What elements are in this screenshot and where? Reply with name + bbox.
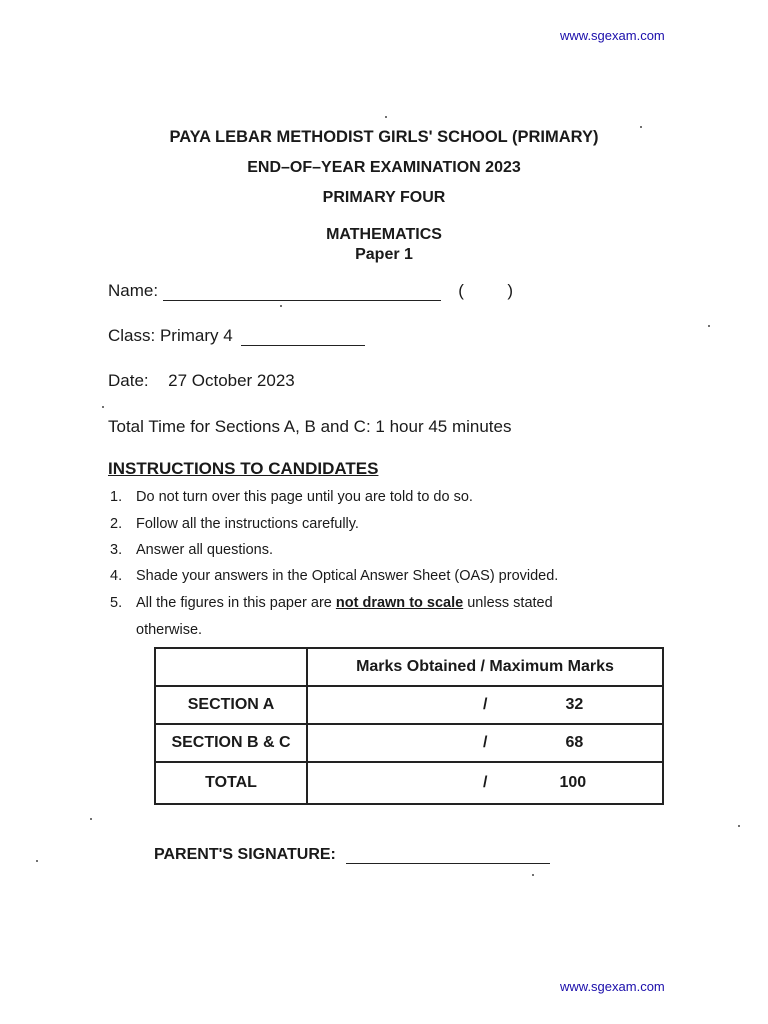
total-time: Total Time for Sections A, B and C: 1 hour 45 minutes <box>108 417 512 436</box>
scan-speck <box>280 305 282 307</box>
scan-speck <box>640 126 642 128</box>
instruction-number: 5. <box>110 595 123 611</box>
instruction-item <box>110 595 553 611</box>
instruction-text: Answer all questions. <box>136 542 274 558</box>
max-marks: 68 <box>565 734 584 751</box>
instruction-number: 1. <box>110 489 123 505</box>
name-label: Name: <box>108 281 159 300</box>
instruction-item <box>110 489 473 505</box>
name-row <box>108 281 513 301</box>
instruction-text: Do not turn over this page until you are told to do so. <box>136 489 473 505</box>
table-row <box>155 724 663 762</box>
table-row <box>155 686 663 724</box>
instruction-emphasis: not drawn to scale <box>335 595 464 611</box>
instruction-text: All the figures in this paper are <box>136 595 336 611</box>
instruction-item <box>110 516 359 532</box>
scan-speck <box>385 116 387 118</box>
instruction-text: Follow all the instructions carefully. <box>136 516 359 532</box>
section-cell: TOTAL <box>155 762 307 804</box>
scan-speck <box>738 825 740 827</box>
instruction-number: 2. <box>110 516 123 532</box>
scan-speck <box>708 325 710 327</box>
exam-title: END–OF–YEAR EXAMINATION 2023 <box>247 159 521 176</box>
max-marks: 32 <box>565 696 584 713</box>
signature-row <box>154 846 550 864</box>
marks-slash: / <box>483 734 488 751</box>
scan-speck <box>36 860 38 862</box>
date-value: 27 October 2023 <box>168 371 295 390</box>
instruction-number: 3. <box>110 542 123 558</box>
paper-title: Paper 1 <box>355 246 413 263</box>
scan-speck <box>102 406 104 408</box>
max-marks: 100 <box>559 774 587 791</box>
index-paren-open: ( <box>458 281 464 300</box>
marks-table <box>154 647 664 805</box>
marks-cell[interactable] <box>307 724 663 762</box>
instruction-item <box>110 542 273 558</box>
class-label: Class: Primary 4 <box>108 326 233 345</box>
instruction-continuation: otherwise. <box>136 622 203 638</box>
subject-title: MATHEMATICS <box>326 226 442 243</box>
watermark-link-top[interactable]: www.sgexam.com <box>560 28 665 43</box>
marks-slash: / <box>483 696 488 713</box>
watermark-link-bottom[interactable]: www.sgexam.com <box>560 979 665 994</box>
name-line[interactable] <box>163 284 441 301</box>
signature-label: PARENT'S SIGNATURE: <box>154 846 336 863</box>
date-label: Date: <box>108 371 149 390</box>
index-paren-close: ) <box>507 281 514 300</box>
table-header-row <box>155 648 663 686</box>
class-line[interactable] <box>241 329 365 346</box>
table-row <box>155 762 663 804</box>
marks-cell[interactable] <box>307 686 663 724</box>
table-header-cell: Marks Obtained / Maximum Marks <box>307 648 663 686</box>
table-corner-cell <box>155 648 307 686</box>
signature-line[interactable] <box>346 849 550 864</box>
section-cell: SECTION B & C <box>155 724 307 762</box>
class-row <box>108 326 365 346</box>
school-name: PAYA LEBAR METHODIST GIRLS' SCHOOL (PRIMARY) <box>169 128 599 146</box>
level-title: PRIMARY FOUR <box>322 189 446 206</box>
date-row <box>108 371 295 391</box>
instruction-item <box>110 568 558 584</box>
instructions-title: INSTRUCTIONS TO CANDIDATES <box>108 459 379 478</box>
scan-speck <box>90 818 92 820</box>
instruction-text-end: unless stated <box>463 595 553 611</box>
marks-cell[interactable] <box>307 762 663 804</box>
instruction-number: 4. <box>110 568 123 584</box>
scan-speck <box>532 874 534 876</box>
section-cell: SECTION A <box>155 686 307 724</box>
instruction-text: Shade your answers in the Optical Answer Sheet (OAS) provided. <box>136 568 559 584</box>
marks-slash: / <box>483 774 488 791</box>
